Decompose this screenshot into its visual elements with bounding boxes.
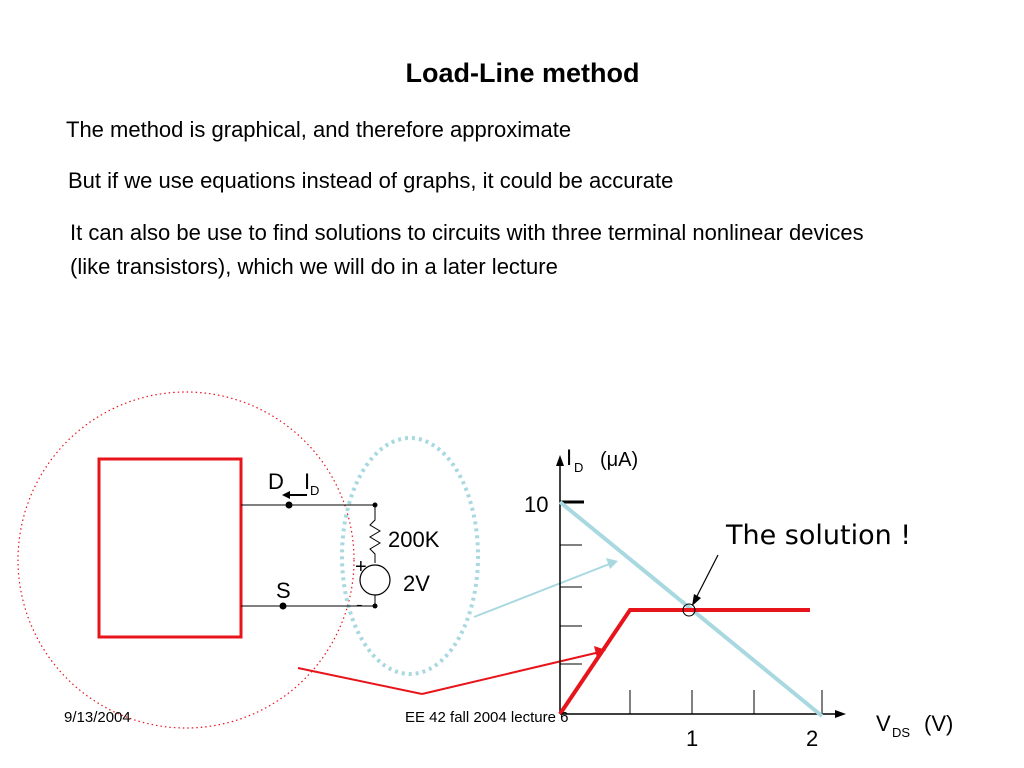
x-axis-label: V	[876, 711, 891, 736]
resistor-label: 200K	[388, 527, 440, 552]
source-value-label: 2V	[403, 571, 430, 596]
source-label: S	[276, 578, 291, 603]
x-axis-label-sub: DS	[892, 725, 911, 740]
x-axis-arrow	[835, 710, 846, 718]
resistor-symbol	[370, 505, 380, 563]
y-axis-arrow	[556, 455, 564, 466]
y-axis-label: I	[566, 445, 573, 470]
device-characteristic	[560, 610, 810, 714]
bullet-line-1: The method is graphical, and therefore approximate	[66, 117, 572, 142]
device-dotted-circle	[18, 392, 354, 728]
x-tick-label-2: 2	[806, 726, 819, 751]
device-pointer-line-2	[422, 652, 600, 694]
footer-date: 9/13/2004	[64, 709, 131, 726]
solution-arrow-head	[692, 594, 701, 606]
y-axis-label-sub: D	[574, 460, 584, 475]
nonlinear-device-box	[99, 459, 241, 637]
drain-terminal	[286, 502, 293, 509]
bullet-paragraph-3: It can also be use to find solutions to circuits with three terminal nonlinear devices (like transistors), which we will do in a later lecture	[70, 220, 864, 280]
bullet-line-2: But if we use equations instead of graphs, it could be accurate	[68, 168, 674, 193]
x-tick-label-1: 1	[686, 726, 699, 751]
minus-sign: -	[356, 594, 363, 616]
y-tick-label-10: 10	[524, 492, 549, 517]
source-terminal	[280, 603, 287, 610]
solution-arrow	[695, 555, 718, 600]
drain-label: D	[268, 469, 284, 494]
solution-annotation: The solution !	[726, 520, 912, 551]
current-label-sub: D	[310, 483, 320, 498]
load-pointer-head	[606, 558, 618, 569]
footer-course: EE 42 fall 2004 lecture 6	[405, 709, 569, 726]
x-axis-unit: (V)	[924, 711, 954, 736]
slide-title: Load-Line method	[405, 58, 640, 88]
plus-sign: +	[355, 556, 367, 578]
load-pointer-line	[474, 563, 612, 617]
current-label: I	[304, 469, 311, 494]
y-axis-unit: (μA)	[600, 449, 639, 471]
